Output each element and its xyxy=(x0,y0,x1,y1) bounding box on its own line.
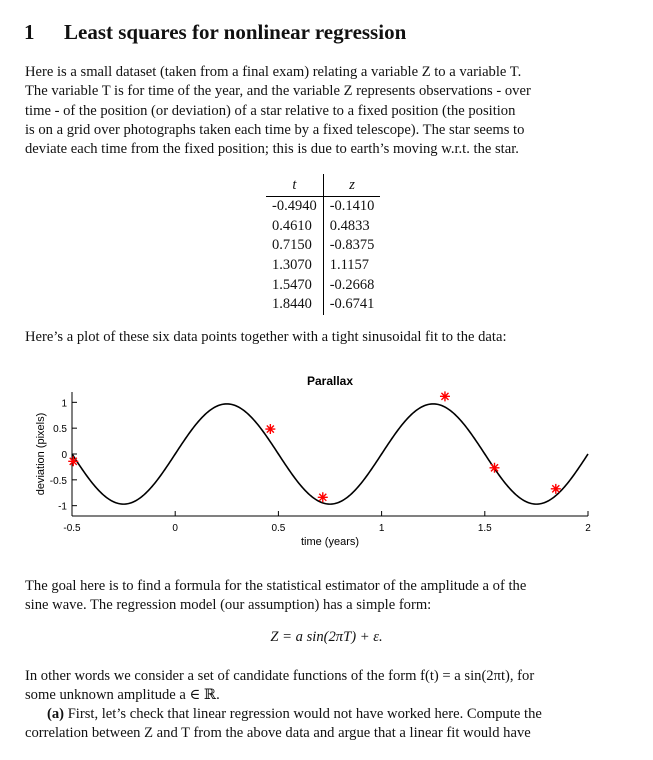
intro-line: Here is a small dataset (taken from a final exam) relating a variable Z to a variable T. xyxy=(25,64,522,80)
cell-t: 1.3070 xyxy=(272,257,312,274)
cell-t: 0.4610 xyxy=(272,217,312,234)
data-point xyxy=(318,492,328,502)
part-a-line xyxy=(25,705,628,724)
intro-line: is on a grid over photographs taken each time by a fixed telescope). The star seems to xyxy=(25,121,525,138)
consider-line: In other words we consider a set of candidate functions of the form f(t) = a sin(2πt), for xyxy=(25,668,535,684)
parallax-chart xyxy=(0,365,653,550)
x-tick-label: 0.5 xyxy=(271,523,286,534)
y-axis-label: deviation (pixels) xyxy=(35,412,47,496)
intro-line: deviate each time from the fixed position; this is due to earth’s moving w.r.t. the star. xyxy=(25,141,519,158)
table-row xyxy=(266,275,380,295)
table-row xyxy=(266,217,380,237)
fit-curve xyxy=(72,404,588,504)
section-number: 1 xyxy=(24,20,35,44)
cell-z: 1.1157 xyxy=(323,256,380,276)
cell-t: 0.7150 xyxy=(272,237,312,254)
cell-z: -0.2668 xyxy=(323,275,380,295)
y-tick-label: -0.5 xyxy=(49,475,67,487)
cell-t: 1.8440 xyxy=(272,296,312,313)
x-tick-label: 1.5 xyxy=(477,523,492,534)
y-tick-label: 0.5 xyxy=(53,424,67,436)
data-point xyxy=(440,391,450,401)
data-point xyxy=(265,424,275,434)
plot-intro: Here’s a plot of these six data points together with a tight sinusoidal fit to the data: xyxy=(25,329,507,345)
y-tick-label: 0 xyxy=(61,450,67,461)
cell-z: -0.1410 xyxy=(323,197,380,217)
data-point xyxy=(68,456,78,466)
table-row xyxy=(266,236,380,256)
cell-z: -0.6741 xyxy=(323,295,380,315)
section-heading xyxy=(24,20,406,45)
y-tick-label: -1 xyxy=(58,501,67,513)
table-row xyxy=(266,197,380,217)
part-a-label: (a) xyxy=(47,706,65,722)
data-table xyxy=(266,174,380,315)
table-row xyxy=(266,256,380,276)
cell-t: 1.5470 xyxy=(272,276,312,293)
cell-z: -0.8375 xyxy=(323,236,380,256)
intro-paragraph xyxy=(25,63,628,159)
x-axis-label: time (years) xyxy=(300,536,360,548)
chart-title: Parallax xyxy=(306,374,354,388)
cell-t: -0.4940 xyxy=(272,198,317,215)
part-a-paragraph xyxy=(25,705,628,744)
cell-z: 0.4833 xyxy=(323,217,380,237)
header-z: z xyxy=(323,174,380,197)
x-tick-label: -0.5 xyxy=(63,523,81,534)
header-t: t xyxy=(266,174,323,197)
data-point xyxy=(490,463,500,473)
x-tick-label: 2 xyxy=(585,523,591,534)
y-tick-label: 1 xyxy=(61,398,67,410)
intro-line: The variable T is for time of the year, and the variable Z represents observations - over xyxy=(25,83,531,100)
x-tick-label: 0 xyxy=(172,523,178,534)
goal-line: The goal here is to find a formula for the statistical estimator of the amplitude a of the xyxy=(25,578,527,594)
consider-paragraph xyxy=(25,667,628,706)
part-a-line: correlation between Z and T from the above data and argue that a linear fit would have xyxy=(25,725,531,742)
intro-line: time - of the position (or deviation) of a star relative to a fixed position (the position xyxy=(25,102,516,119)
part-a-text: First, let’s check that linear regression would not have worked here. Compute the xyxy=(67,706,542,722)
model-equation: Z = a sin(2πT) + ε. xyxy=(270,629,383,645)
table-header-row xyxy=(266,174,380,197)
goal-line: sine wave. The regression model (our assumption) has a simple form: xyxy=(25,597,432,614)
consider-line: some unknown amplitude a ∈ ℝ. xyxy=(25,687,220,704)
table-row xyxy=(266,295,380,315)
data-point xyxy=(551,484,561,494)
x-tick-label: 1 xyxy=(378,523,385,534)
section-title: Least squares for nonlinear regression xyxy=(64,20,407,44)
goal-paragraph xyxy=(25,577,628,616)
